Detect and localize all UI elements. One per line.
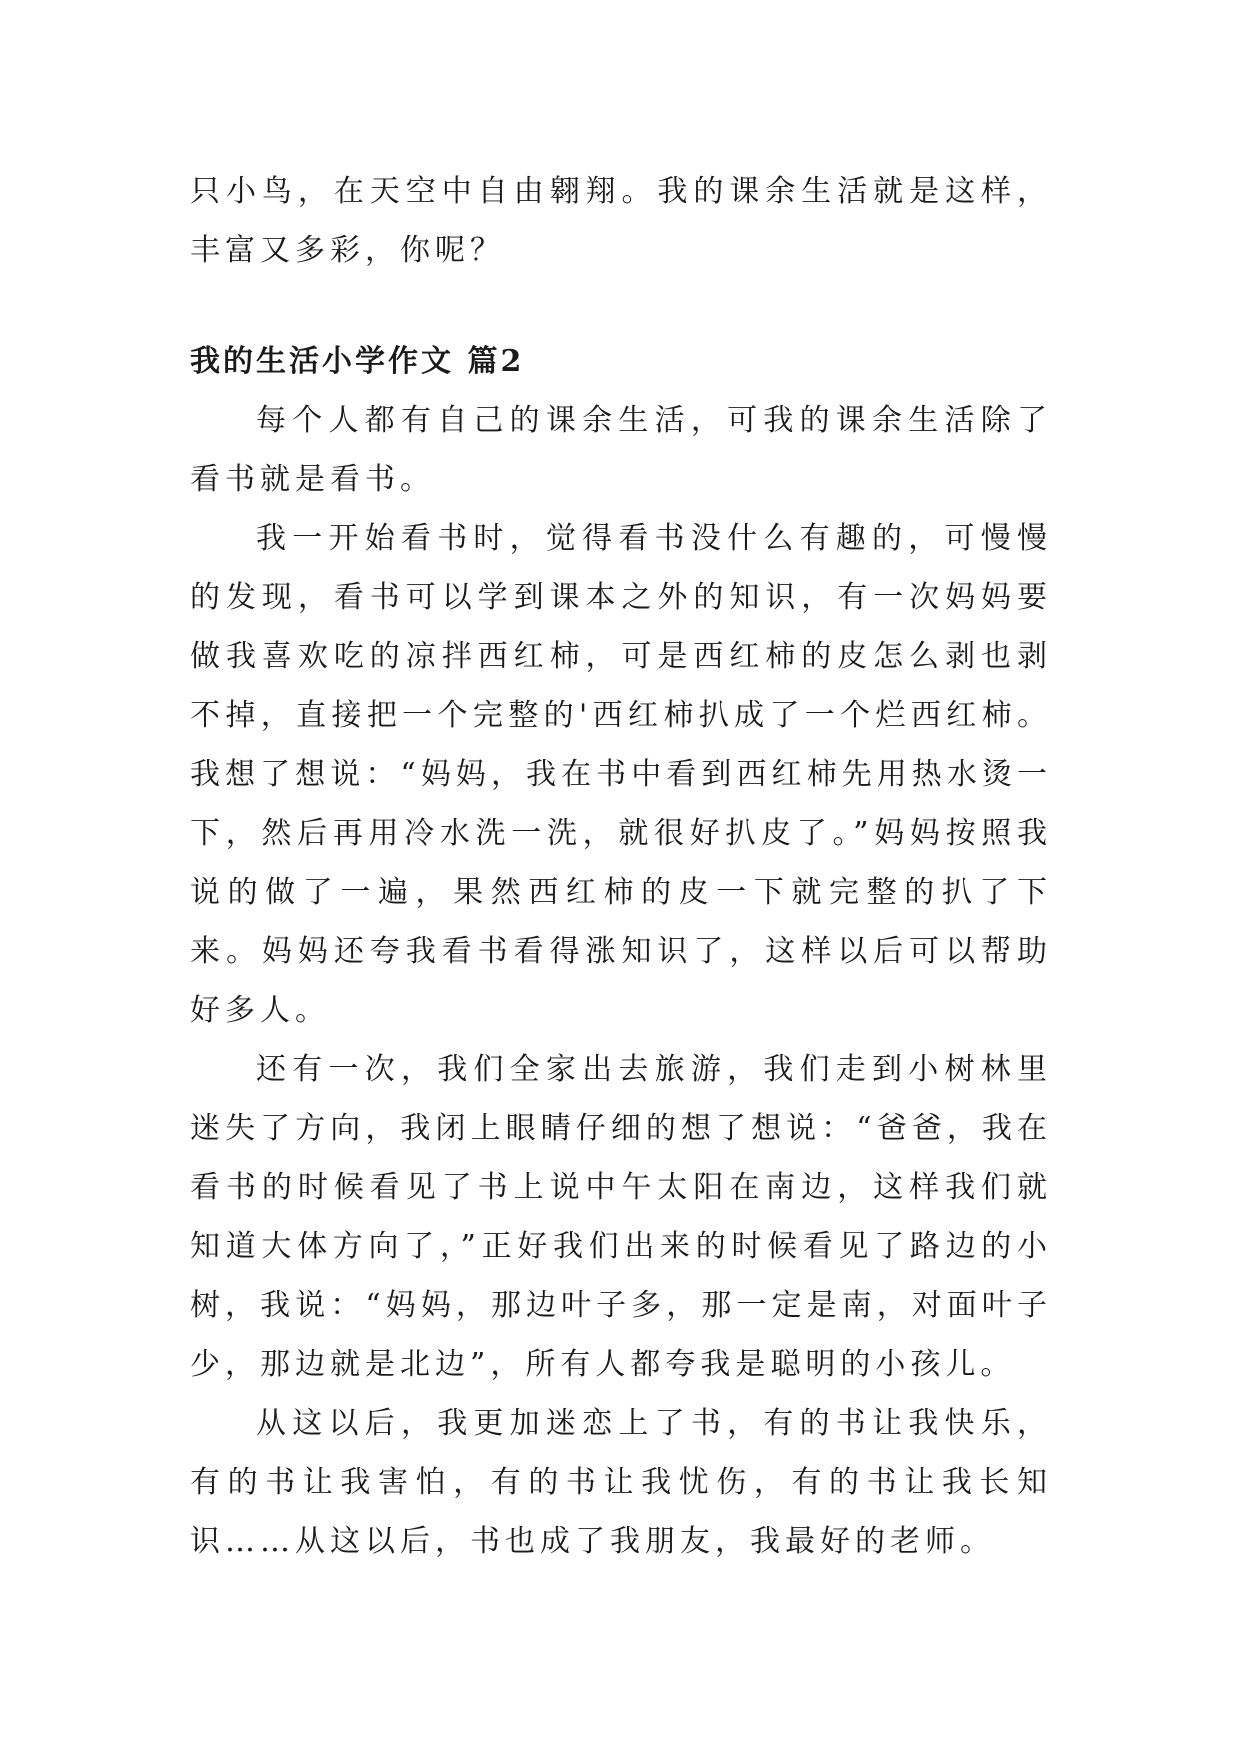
document-body (190, 162, 1052, 1571)
body-paragraph-4: 从这以后，我更加迷恋上了书，有的书让我快乐，有的书让我害怕，有的书让我忧伤，有的书让我长知识……从这以后，书也成了我朋友，我最好的老师。 (190, 1406, 1052, 1559)
section-spacer (190, 280, 1052, 332)
body-paragraph-2: 我一开始看书时，觉得看书没什么有趣的，可慢慢的发现，看书可以学到课本之外的知识，有一次妈妈要做我喜欢吃的凉拌西红柿，可是西红柿的皮怎么剥也剥不掉，直接把一个完整的'西红柿扒成了一个烂西红柿。我想了想说：“妈妈，我在书中看到西红柿先用热水烫一下，然后再用冷水洗一洗，就很好扒皮了。”妈妈按照我说的做了一遍，果然西红柿的皮一下就完整的扒了下来。妈妈还夸我看书看得涨知识了，这样以后可以帮助好多人。 (190, 521, 1052, 1028)
continuation-paragraph: 只小鸟，在天空中自由翱翔。我的课余生活就是这样，丰富又多彩，你呢？ (190, 174, 1052, 268)
section-title: 我的生活小学作文 篇2 (190, 344, 525, 379)
body-paragraph-3: 还有一次，我们全家出去旅游，我们走到小树林里迷失了方向，我闭上眼睛仔细的想了想说：“爸爸，我在看书的时候看见了书上说中午太阳在南边，这样我们就知道大体方向了，”正好我们出来的时候看见了路边的小树，我说：“妈妈，那边叶子多，那一定是南，对面叶子少，那边就是北边”，所有人都夸我是聪明的小孩儿。 (190, 1052, 1052, 1382)
body-paragraph-1: 每个人都有自己的课余生活，可我的课余生活除了看书就是看书。 (190, 403, 1052, 497)
